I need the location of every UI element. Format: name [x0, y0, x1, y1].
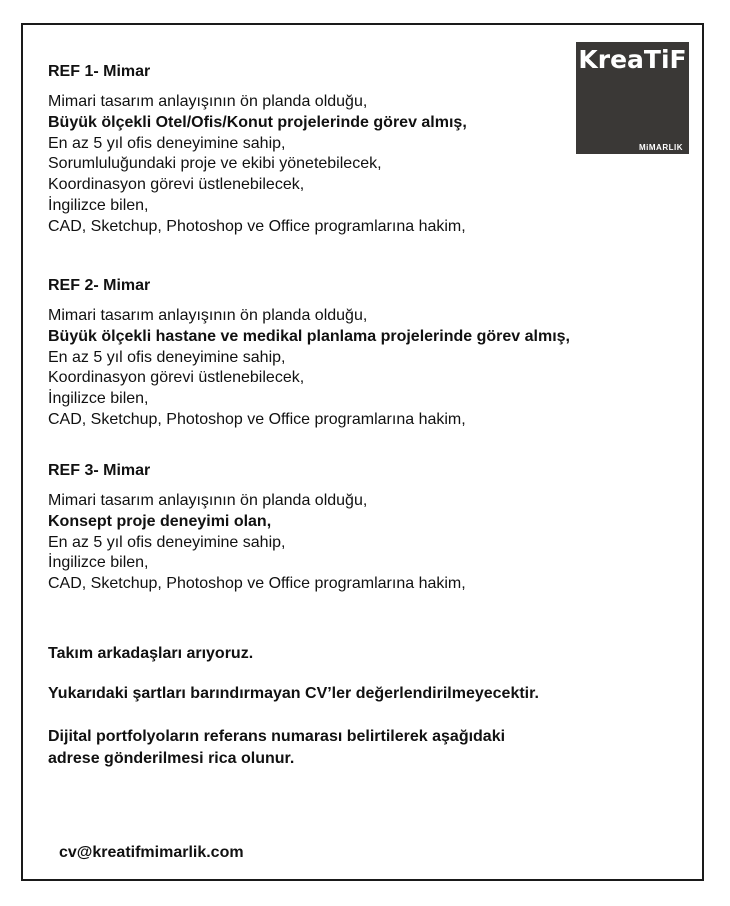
requirement-line: Büyük ölçekli Otel/Ofis/Konut projelerinde görev almış, [48, 113, 467, 131]
logo-subtitle: MiMARLIK [639, 143, 683, 152]
position-ref-1 [48, 62, 467, 238]
position-ref-2 [48, 276, 570, 431]
requirement-line: CAD, Sketchup, Photoshop ve Office programlarına hakim, [48, 410, 466, 428]
portfolio-note-line-1: Dijital portfolyoların referans numarası belirtilerek aşağıdaki [48, 728, 506, 745]
requirement-line: Konsept proje deneyimi olan, [48, 512, 272, 530]
requirement-line: CAD, Sketchup, Photoshop ve Office programlarına hakim, [48, 217, 466, 235]
requirement-line: Koordinasyon görevi üstlenebilecek, [48, 369, 305, 387]
requirement-line: Mimari tasarım anlayışının ön planda olduğu, [48, 492, 368, 509]
requirement-line: CAD, Sketchup, Photoshop ve Office programlarına hakim, [48, 575, 466, 593]
position-heading: REF 1- Mimar [48, 63, 151, 80]
requirement-line: İngilizce bilen, [48, 196, 149, 214]
requirement-line: İngilizce bilen, [48, 390, 149, 408]
portfolio-note-line-2: adrese gönderilmesi rica olunur. [48, 750, 295, 767]
company-logo [576, 42, 689, 154]
cv-warning-note: Yukarıdaki şartları barındırmayan CV’ler değerlendirilmeyecektir. [48, 685, 539, 702]
requirement-line: En az 5 yıl ofis deneyimine sahip, [48, 348, 286, 366]
requirement-line: Mimari tasarım anlayışının ön planda olduğu, [48, 307, 368, 324]
requirement-line: Büyük ölçekli hastane ve medikal planlama projelerinde görev almış, [48, 327, 570, 345]
requirement-line: Koordinasyon görevi üstlenebilecek, [48, 176, 305, 194]
team-note: Takım arkadaşları arıyoruz. [48, 645, 254, 662]
contact-email[interactable]: cv@kreatifmimarlik.com [59, 844, 244, 861]
position-heading: REF 2- Mimar [48, 277, 151, 294]
requirement-line: En az 5 yıl ofis deneyimine sahip, [48, 533, 286, 551]
requirement-line: En az 5 yıl ofis deneyimine sahip, [48, 134, 286, 152]
position-heading: REF 3- Mimar [48, 462, 151, 479]
requirement-line: Mimari tasarım anlayışının ön planda olduğu, [48, 93, 368, 110]
requirement-line: İngilizce bilen, [48, 554, 149, 572]
logo-wordmark: KreaTiF [578, 45, 687, 74]
requirement-line: Sorumluluğundaki proje ve ekibi yönetebilecek, [48, 155, 382, 173]
position-ref-3 [48, 461, 466, 595]
